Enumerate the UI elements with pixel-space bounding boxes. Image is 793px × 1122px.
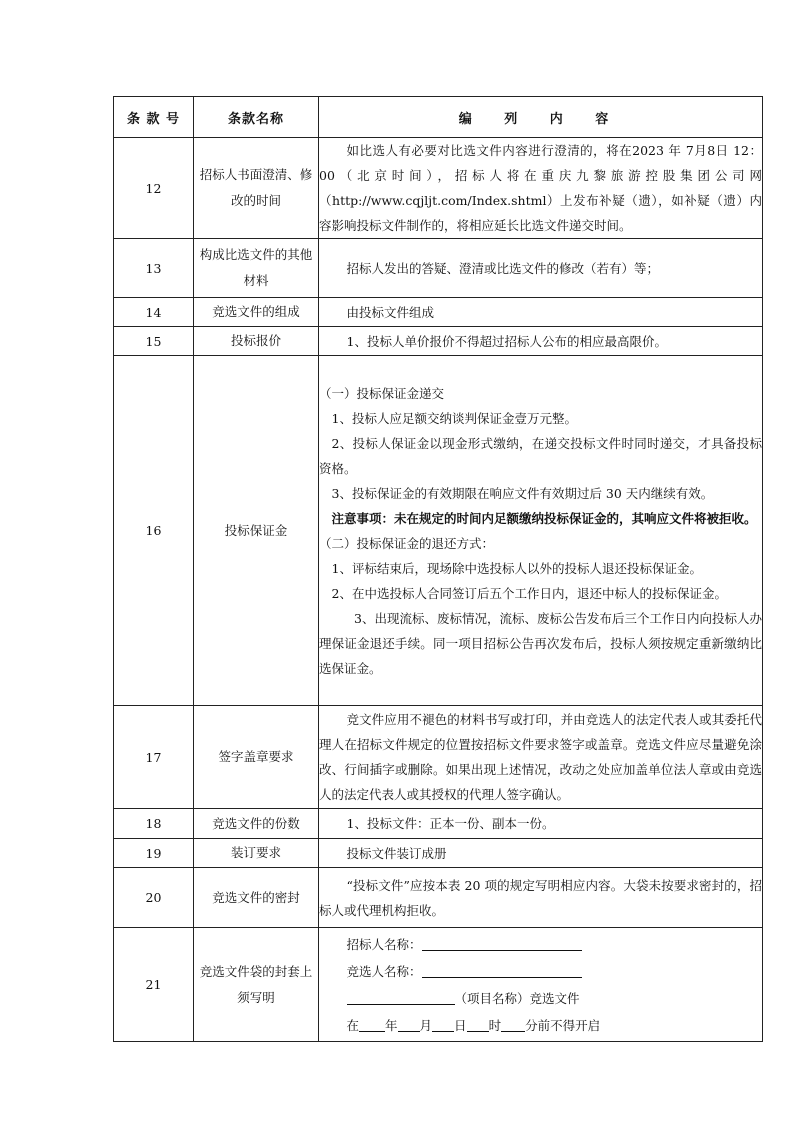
table-row-12 [114,138,763,239]
clause-number: 20 [114,868,194,928]
clause-content [319,868,763,928]
clause-name: 竞选文件的密封 [194,868,319,928]
clause-name: 装订要求 [194,839,319,868]
content-paragraph: （一）投标保证金递交 [319,385,445,401]
form-line-bidder [319,958,762,985]
form-line-project [319,985,762,1012]
table-row-17 [114,706,763,809]
blank-line [422,936,582,951]
form-label: 在 [346,1017,360,1033]
content-paragraph: 由投标文件组成 [346,304,435,320]
content-paragraph: 1、评标结束后，现场除中选投标人以外的投标人退还投标保证金。 [331,560,702,576]
content-paragraph-notice: 注意事项：未在规定的时间内足额缴纳投标保证金的，其响应文件将被拒收。 [331,510,757,526]
clause-name: 构成比选文件的其他材料 [194,239,319,298]
form-line-tenderer [319,931,762,958]
clause-name: 招标人书面澄清、修改的时间 [194,138,319,239]
content-paragraph: 1、投标人应足额交纳谈判保证金壹万元整。 [331,410,577,426]
clause-content [319,809,763,839]
form-label: 分前不得开启 [525,1017,601,1033]
table-row-19 [114,839,763,868]
form-label: 日 [454,1017,467,1033]
clause-content [319,706,763,809]
clause-content [319,839,763,868]
table-row-16 [114,356,763,706]
content-paragraph: （二）投标保证金的退还方式： [319,535,495,551]
table-row-15 [114,327,763,356]
clause-number: 21 [114,928,194,1042]
form-label: 竞选人名称： [346,963,422,979]
clause-table [113,96,763,1042]
content-paragraph: 3、出现流标、废标情况，流标、废标公告发布后三个工作日内向投标人办理保证金退还手续。同一项目招标公告再次发布后，投标人须按规定重新缴纳比选保证金。 [319,610,762,676]
blank-line [501,1017,525,1032]
header-clause-number: 条 款 号 [114,97,194,138]
table-header-row [114,97,763,138]
form-label: 年 [385,1017,398,1033]
clause-number: 13 [114,239,194,298]
clause-name: 签字盖章要求 [194,706,319,809]
content-paragraph: 1、投标人单价报价不得超过招标人公布的相应最高限价。 [346,333,667,349]
form-label: （项目名称）竞选文件 [454,990,580,1006]
content-paragraph: 3、投标保证金的有效期限在响应文件有效期过后 30 天内继续有效。 [331,485,714,501]
content-paragraph: “投标文件”应按本表 20 项的规定写明相应内容。大袋未按要求密封的，招标人或代理机构拒收。 [319,877,762,918]
form-label: 月 [419,1017,433,1033]
clause-name: 投标报价 [194,327,319,356]
header-content: 编 列 内 容 [319,97,763,138]
clause-content [319,356,763,706]
table-row-14 [114,298,763,327]
content-paragraph: 竞文件应用不褪色的材料书写或打印，并由竞选人的法定代表人或其委托代理人在招标文件规定的位置按招标文件要求签字或盖章。竞选文件应尽量避免涂改、行间插字或删除。如果出现上述情况，改动之处应加盖单位法人章或由竞选人的法定代表人或其授权的代理人签字确认。 [319,712,762,802]
clause-number: 18 [114,809,194,839]
clause-name: 投标保证金 [194,356,319,706]
form-label: 招标人名称： [346,936,422,952]
clause-number: 15 [114,327,194,356]
clause-content [319,327,763,356]
clause-name: 竞选文件的组成 [194,298,319,327]
content-paragraph: 2、投标人保证金以现金形式缴纳，在递交投标文件时同时递交，才具备投标资格。 [319,435,762,476]
content-paragraph: 2、在中选投标人合同签订后五个工作日内，退还中标人的投标保证金。 [331,585,727,601]
blank-line [467,1017,489,1032]
content-paragraph: 如比选人有必要对比选文件内容进行澄清的，将在2023 年 7月8日 12：00（北京时间），招标人将在重庆九黎旅游控股集团公司网（http://www.cqjljt.com/Index.shtml）上发布补疑（遗），如补疑（遗）内容影响投标文件制作的，将相应延长比选文件递交时间。 [319,143,762,233]
clause-number: 16 [114,356,194,706]
clause-number: 12 [114,138,194,239]
clause-number: 17 [114,706,194,809]
table-row-21 [114,928,763,1042]
table-row-13 [114,239,763,298]
blank-line [432,1017,454,1032]
clause-content [319,928,763,1042]
table-row-20 [114,868,763,928]
content-paragraph: 招标人发出的答疑、澄清或比选文件的修改（若有）等； [346,260,660,276]
form-label: 时 [488,1017,502,1033]
form-line-opening-time [319,1012,762,1039]
clause-number: 19 [114,839,194,868]
clause-content [319,298,763,327]
clause-name: 竞选文件的份数 [194,809,319,839]
blank-line [359,1017,385,1032]
header-clause-name: 条款名称 [194,97,319,138]
blank-line [422,963,582,978]
clause-number: 14 [114,298,194,327]
table-row-18 [114,809,763,839]
blank-line [347,990,455,1005]
content-paragraph: 1、投标文件：正本一份、副本一份。 [346,816,555,831]
content-paragraph: 投标文件装订成册 [346,845,447,861]
clause-content [319,239,763,298]
blank-line [398,1017,420,1032]
clause-content [319,138,763,239]
clause-name: 竞选文件袋的封套上须写明 [194,928,319,1042]
